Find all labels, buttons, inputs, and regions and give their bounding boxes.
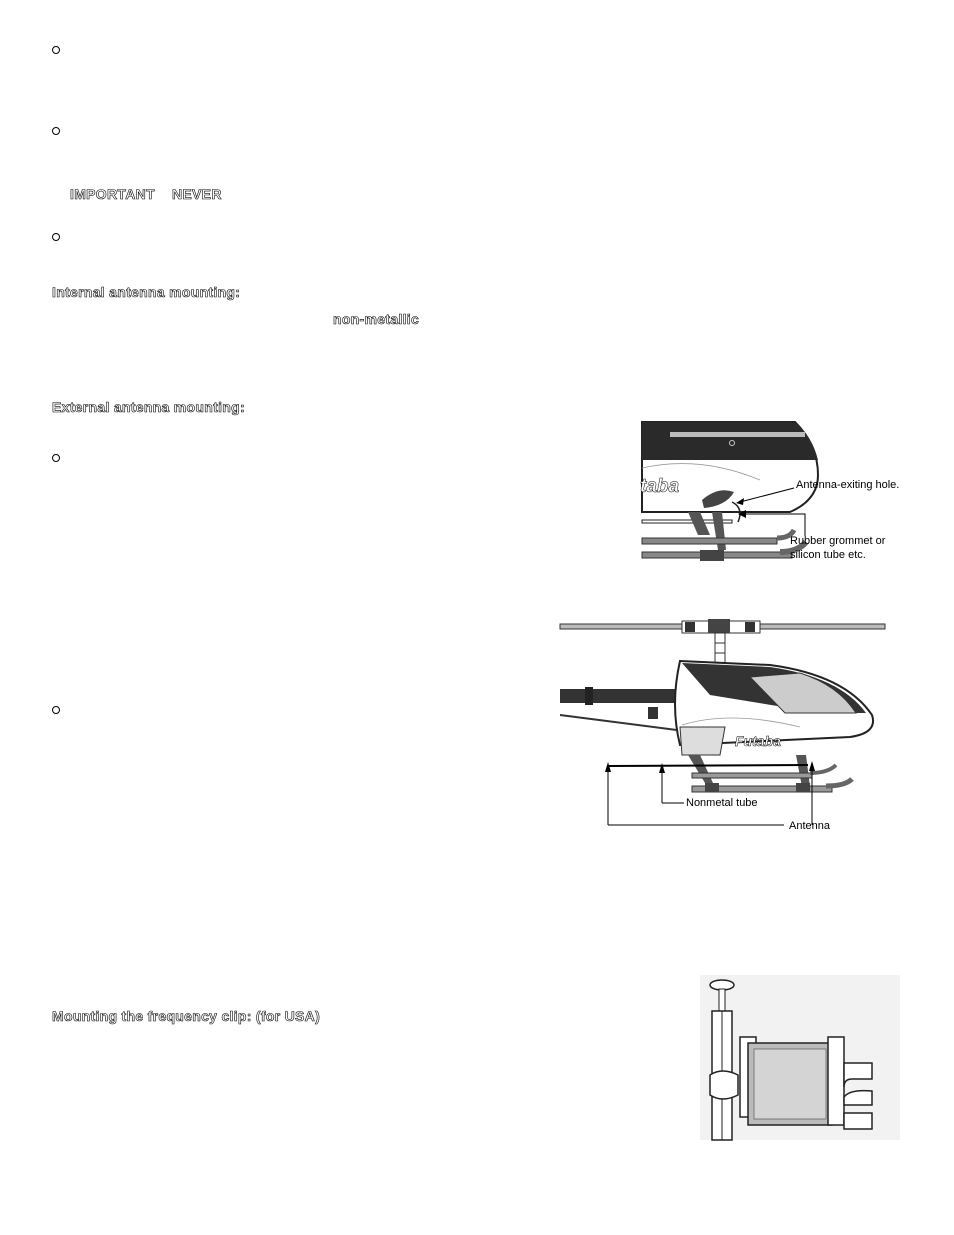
helicopter-drawing (560, 615, 890, 800)
frequency-clip-heading: Mounting the frequency clip: (for USA) (52, 1008, 321, 1024)
bullet-1 (52, 46, 60, 54)
external-antenna-heading: External antenna mounting: (52, 399, 245, 415)
rubber-grommet-caption-line2: silicon tube etc. (790, 549, 866, 561)
bullet-2 (52, 127, 60, 135)
internal-antenna-heading: Internal antenna mounting: (52, 284, 241, 300)
figure2-brand: Futaba (735, 733, 781, 749)
rubber-grommet-caption-line1: Rubber grommet or (790, 535, 886, 547)
never-label: NEVER (172, 186, 222, 202)
figure1-brand: taba (640, 476, 680, 497)
nonmetal-tube-caption: Nonmetal tube (686, 797, 758, 809)
important-label: IMPORTANT (70, 186, 155, 202)
bullet-4 (52, 454, 60, 462)
antenna-exiting-hole-caption: Antenna-exiting hole. (796, 479, 900, 491)
bullet-5 (52, 706, 60, 714)
antenna-caption: Antenna (789, 820, 830, 832)
non-metallic-label: non-metallic (333, 311, 420, 327)
frequency-clip-drawing (700, 975, 900, 1140)
bullet-3 (52, 233, 60, 241)
